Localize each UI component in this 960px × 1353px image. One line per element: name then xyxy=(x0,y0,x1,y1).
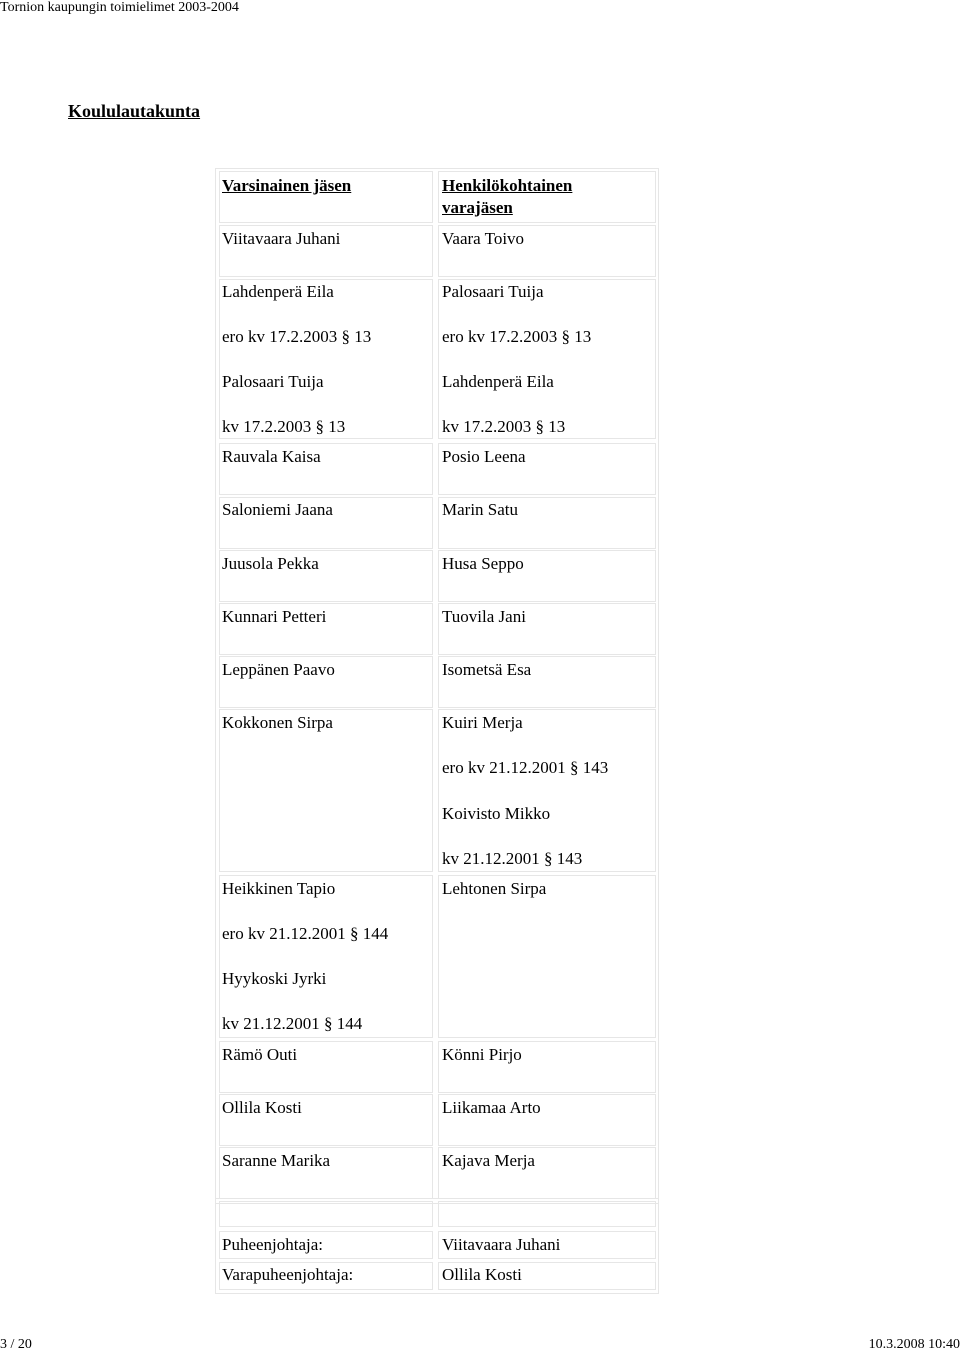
member-note: kv 17.2.2003 § 13 xyxy=(222,417,346,436)
member-note: ero kv 21.12.2001 § 144 xyxy=(222,924,389,943)
deputy-name: Marin Satu xyxy=(442,500,519,519)
page-header: Tornion kaupungin toimielimet 2003-2004 xyxy=(0,0,239,15)
member-name: Rauvala Kaisa xyxy=(222,447,321,466)
deputy-name: Lahdenperä Eila xyxy=(442,372,554,391)
deputy-note: kv 17.2.2003 § 13 xyxy=(442,417,566,436)
member-note: kv 21.12.2001 § 144 xyxy=(222,1014,363,1033)
col1-header: Varsinainen jäsen xyxy=(222,176,352,195)
member-name: Heikkinen Tapio xyxy=(222,879,336,898)
member-name: Lahdenperä Eila xyxy=(222,282,334,301)
deputy-name: Lehtonen Sirpa xyxy=(442,879,547,898)
member-name: Palosaari Tuija xyxy=(222,372,324,391)
deputy-name: Liikamaa Arto xyxy=(442,1098,541,1117)
deputy-name: Kuiri Merja xyxy=(442,713,523,732)
member-name: Hyykoski Jyrki xyxy=(222,969,327,988)
table-cell xyxy=(219,279,433,439)
deputy-name: Palosaari Tuija xyxy=(442,282,544,301)
page-number: 3 / 20 xyxy=(0,1337,32,1352)
col2-header-line1: Henkilökohtainen xyxy=(442,176,573,195)
deputy-name: Posio Leena xyxy=(442,447,526,466)
table-cell xyxy=(438,875,656,1038)
deputy-name: Tuovila Jani xyxy=(442,607,526,626)
deputy-name: Husa Seppo xyxy=(442,554,524,573)
deputy-name: Vaara Toivo xyxy=(442,229,525,248)
member-name: Rämö Outi xyxy=(222,1045,298,1064)
deputy-note: ero kv 21.12.2001 § 143 xyxy=(442,758,609,777)
col2-header-line2: varajäsen xyxy=(442,198,513,217)
chair-name: Viitavaara Juhani xyxy=(442,1235,561,1254)
deputy-name: Kajava Merja xyxy=(442,1151,535,1170)
deputy-name: Isometsä Esa xyxy=(442,660,532,679)
member-name: Saloniemi Jaana xyxy=(222,500,333,519)
print-datetime: 10.3.2008 10:40 xyxy=(868,1337,960,1352)
member-name: Juusola Pekka xyxy=(222,554,319,573)
deputy-note: ero kv 17.2.2003 § 13 xyxy=(442,327,592,346)
deputy-name: Koivisto Mikko xyxy=(442,804,551,823)
member-name: Saranne Marika xyxy=(222,1151,331,1170)
vice-chair-label: Varapuheenjohtaja: xyxy=(222,1265,354,1284)
table-cell xyxy=(219,1201,433,1227)
table-cell xyxy=(438,1201,656,1227)
table-cell xyxy=(438,709,656,872)
member-name: Ollila Kosti xyxy=(222,1098,302,1117)
table-cell xyxy=(438,279,656,439)
table-cell xyxy=(219,709,433,872)
member-note: ero kv 17.2.2003 § 13 xyxy=(222,327,372,346)
chair-label: Puheenjohtaja: xyxy=(222,1235,324,1254)
member-name: Leppänen Paavo xyxy=(222,660,335,679)
member-name: Kokkonen Sirpa xyxy=(222,713,333,732)
deputy-note: kv 21.12.2001 § 143 xyxy=(442,849,583,868)
member-name: Kunnari Petteri xyxy=(222,607,327,626)
deputy-name: Könni Pirjo xyxy=(442,1045,522,1064)
vice-chair-name: Ollila Kosti xyxy=(442,1265,522,1284)
member-name: Viitavaara Juhani xyxy=(222,229,341,248)
page-title: Koululautakunta xyxy=(68,101,201,121)
